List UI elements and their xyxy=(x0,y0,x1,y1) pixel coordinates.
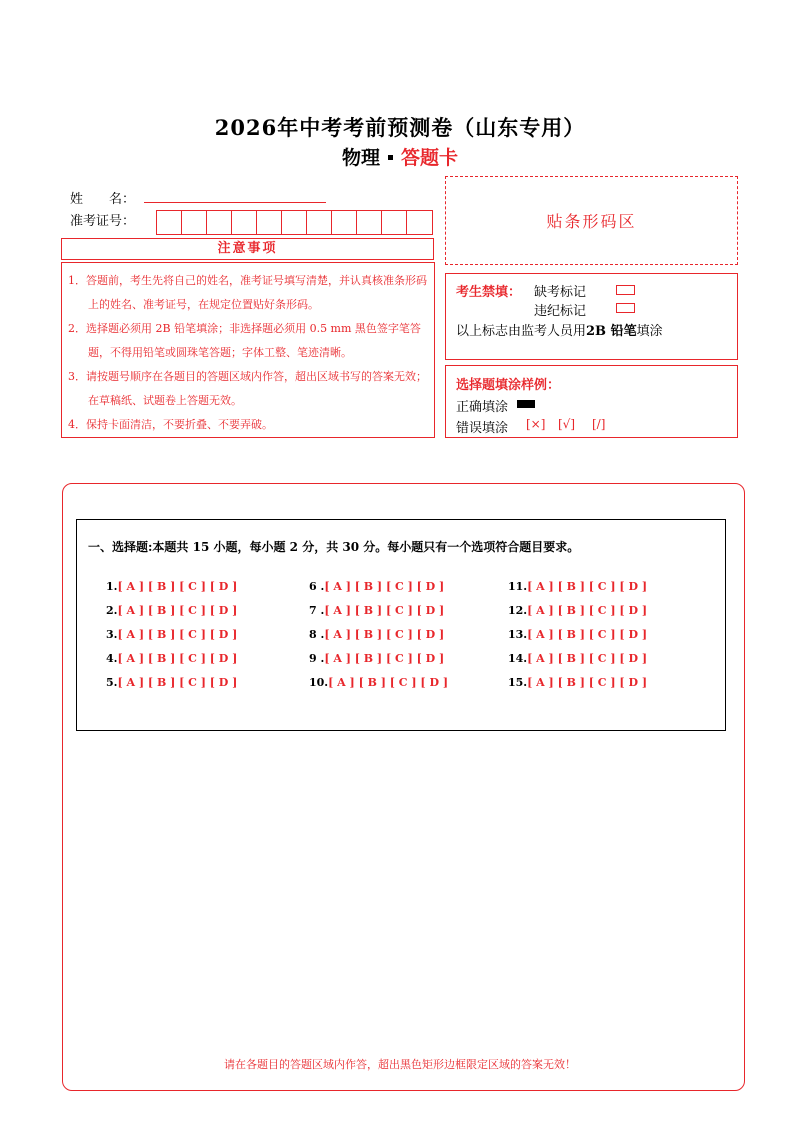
question-number: 2. xyxy=(106,604,118,617)
question-number: 4. xyxy=(106,652,118,665)
question-number: 1. xyxy=(106,580,118,593)
notice-item: 2．选择题必须用 2B 铅笔填涂；非选择题必须用 0.5 mm 黑色签字笔答题，不得用铅笔或圆珠笔答题；字体工整、笔迹清晰。 xyxy=(68,322,421,359)
answer-options[interactable]: [ A ] [ B ] [ C ] [ D ] xyxy=(328,676,449,689)
question-number: 13. xyxy=(508,628,528,641)
question-number: 9 . xyxy=(309,652,325,665)
correct-fill-mark xyxy=(517,400,535,408)
ban-title: 考生禁填： xyxy=(456,285,522,300)
barcode-label: 贴条形码区 xyxy=(546,212,637,231)
footer-warning: 请在各题目的答题区域内作答，超出黑色矩形边框限定区域的答案无效！ xyxy=(224,1058,576,1071)
ban-note-prefix: 以上标志由监考人员用 xyxy=(456,324,587,339)
question-number: 15. xyxy=(508,676,528,689)
violation-label: 违纪标记 xyxy=(534,304,587,319)
wrong-mark-slash: [/] xyxy=(592,417,606,431)
answer-options[interactable]: [ A ] [ B ] [ C ] [ D ] xyxy=(117,604,238,617)
id-digit-box[interactable] xyxy=(332,211,357,234)
id-digit-box[interactable] xyxy=(307,211,332,234)
question-row[interactable] xyxy=(106,604,237,617)
answer-options[interactable]: [ A ] [ B ] [ C ] [ D ] xyxy=(324,652,445,665)
notice-item: 1．答题前，考生先将自己的姓名，准考证号填写清楚，并认真核准条形码上的姓名、准考证号，在规定位置贴好条形码。 xyxy=(68,274,427,311)
wrong-mark-check: [√] xyxy=(558,417,576,431)
answer-options[interactable]: [ A ] [ B ] [ C ] [ D ] xyxy=(527,628,648,641)
page-title: 2026年中考考前预测卷（山东专用） xyxy=(214,115,586,140)
absent-mark-box[interactable] xyxy=(616,285,635,295)
id-digit-box[interactable] xyxy=(382,211,407,234)
question-row[interactable] xyxy=(309,628,444,641)
question-number: 10. xyxy=(309,676,329,689)
notice-title: 注意事项 xyxy=(61,238,434,260)
id-digit-box[interactable] xyxy=(357,211,382,234)
question-row[interactable] xyxy=(309,604,444,617)
question-number: 12. xyxy=(508,604,528,617)
question-row[interactable] xyxy=(309,676,448,689)
question-row[interactable] xyxy=(508,676,647,689)
question-number: 11. xyxy=(508,580,528,593)
answer-options[interactable]: [ A ] [ B ] [ C ] [ D ] xyxy=(324,580,445,593)
answer-options[interactable]: [ A ] [ B ] [ C ] [ D ] xyxy=(324,628,445,641)
question-row[interactable] xyxy=(508,628,647,641)
question-row[interactable] xyxy=(508,580,647,593)
id-number-boxes[interactable] xyxy=(156,210,433,235)
absent-label: 缺考标记 xyxy=(534,285,587,300)
answer-options[interactable]: [ A ] [ B ] [ C ] [ D ] xyxy=(117,580,238,593)
sample-title: 选择题填涂样例： xyxy=(456,378,561,393)
answer-options[interactable]: [ A ] [ B ] [ C ] [ D ] xyxy=(527,580,648,593)
ban-note-suffix: 填涂 xyxy=(636,324,663,339)
answer-options[interactable]: [ A ] [ B ] [ C ] [ D ] xyxy=(117,652,238,665)
question-row[interactable] xyxy=(106,652,237,665)
multiple-choice-heading: 一、选择题:本题共 15 小题，每小题 2 分，共 30 分。每小题只有一个选项符合题目要求。 xyxy=(88,540,580,554)
id-digit-box[interactable] xyxy=(182,211,207,234)
question-number: 14. xyxy=(508,652,528,665)
ban-note-bold: 2B 铅笔 xyxy=(586,324,637,339)
separator-dot xyxy=(388,155,393,160)
ban-note xyxy=(456,320,663,339)
question-row[interactable] xyxy=(508,652,647,665)
answer-options[interactable]: [ A ] [ B ] [ C ] [ D ] xyxy=(324,604,445,617)
id-digit-box[interactable] xyxy=(282,211,307,234)
question-row[interactable] xyxy=(309,652,444,665)
answer-options[interactable]: [ A ] [ B ] [ C ] [ D ] xyxy=(527,676,648,689)
answer-options[interactable]: [ A ] [ B ] [ C ] [ D ] xyxy=(117,628,238,641)
question-row[interactable] xyxy=(106,580,237,593)
question-row[interactable] xyxy=(508,604,647,617)
proctor-mark-box xyxy=(445,273,738,360)
question-row[interactable] xyxy=(106,676,237,689)
name-label: 姓 名： xyxy=(70,192,136,207)
question-number: 5. xyxy=(106,676,118,689)
notice-box xyxy=(61,262,435,438)
question-number: 3. xyxy=(106,628,118,641)
id-label: 准考证号： xyxy=(70,214,136,229)
answer-options[interactable]: [ A ] [ B ] [ C ] [ D ] xyxy=(117,676,238,689)
wrong-fill-label: 错误填涂 xyxy=(456,421,509,436)
notice-item: 4．保持卡面清洁，不要折叠、不要弄破。 xyxy=(68,418,273,431)
id-digit-box[interactable] xyxy=(257,211,282,234)
id-digit-box[interactable] xyxy=(207,211,232,234)
card-name-label: 答题卡 xyxy=(401,147,459,169)
correct-fill-label: 正确填涂 xyxy=(456,400,509,415)
answer-options[interactable]: [ A ] [ B ] [ C ] [ D ] xyxy=(527,604,648,617)
question-row[interactable] xyxy=(309,580,444,593)
notice-item: 3．请按题号顺序在各题目的答题区域内作答，超出区域书写的答案无效；在草稿纸、试题卷上答题无效。 xyxy=(68,370,427,407)
wrong-mark-x: [×] xyxy=(526,417,546,431)
id-digit-box[interactable] xyxy=(232,211,257,234)
fill-sample-box xyxy=(445,365,738,438)
id-digit-box[interactable] xyxy=(157,211,182,234)
page-subtitle xyxy=(0,143,800,170)
subject-label: 物理 xyxy=(341,147,380,169)
question-number: 7 . xyxy=(309,604,325,617)
question-row[interactable] xyxy=(106,628,237,641)
name-field[interactable] xyxy=(144,202,326,203)
barcode-area xyxy=(445,176,738,265)
id-digit-box[interactable] xyxy=(407,211,432,234)
question-number: 6 . xyxy=(309,580,325,593)
violation-mark-box[interactable] xyxy=(616,303,635,313)
question-number: 8 . xyxy=(309,628,325,641)
answer-options[interactable]: [ A ] [ B ] [ C ] [ D ] xyxy=(527,652,648,665)
